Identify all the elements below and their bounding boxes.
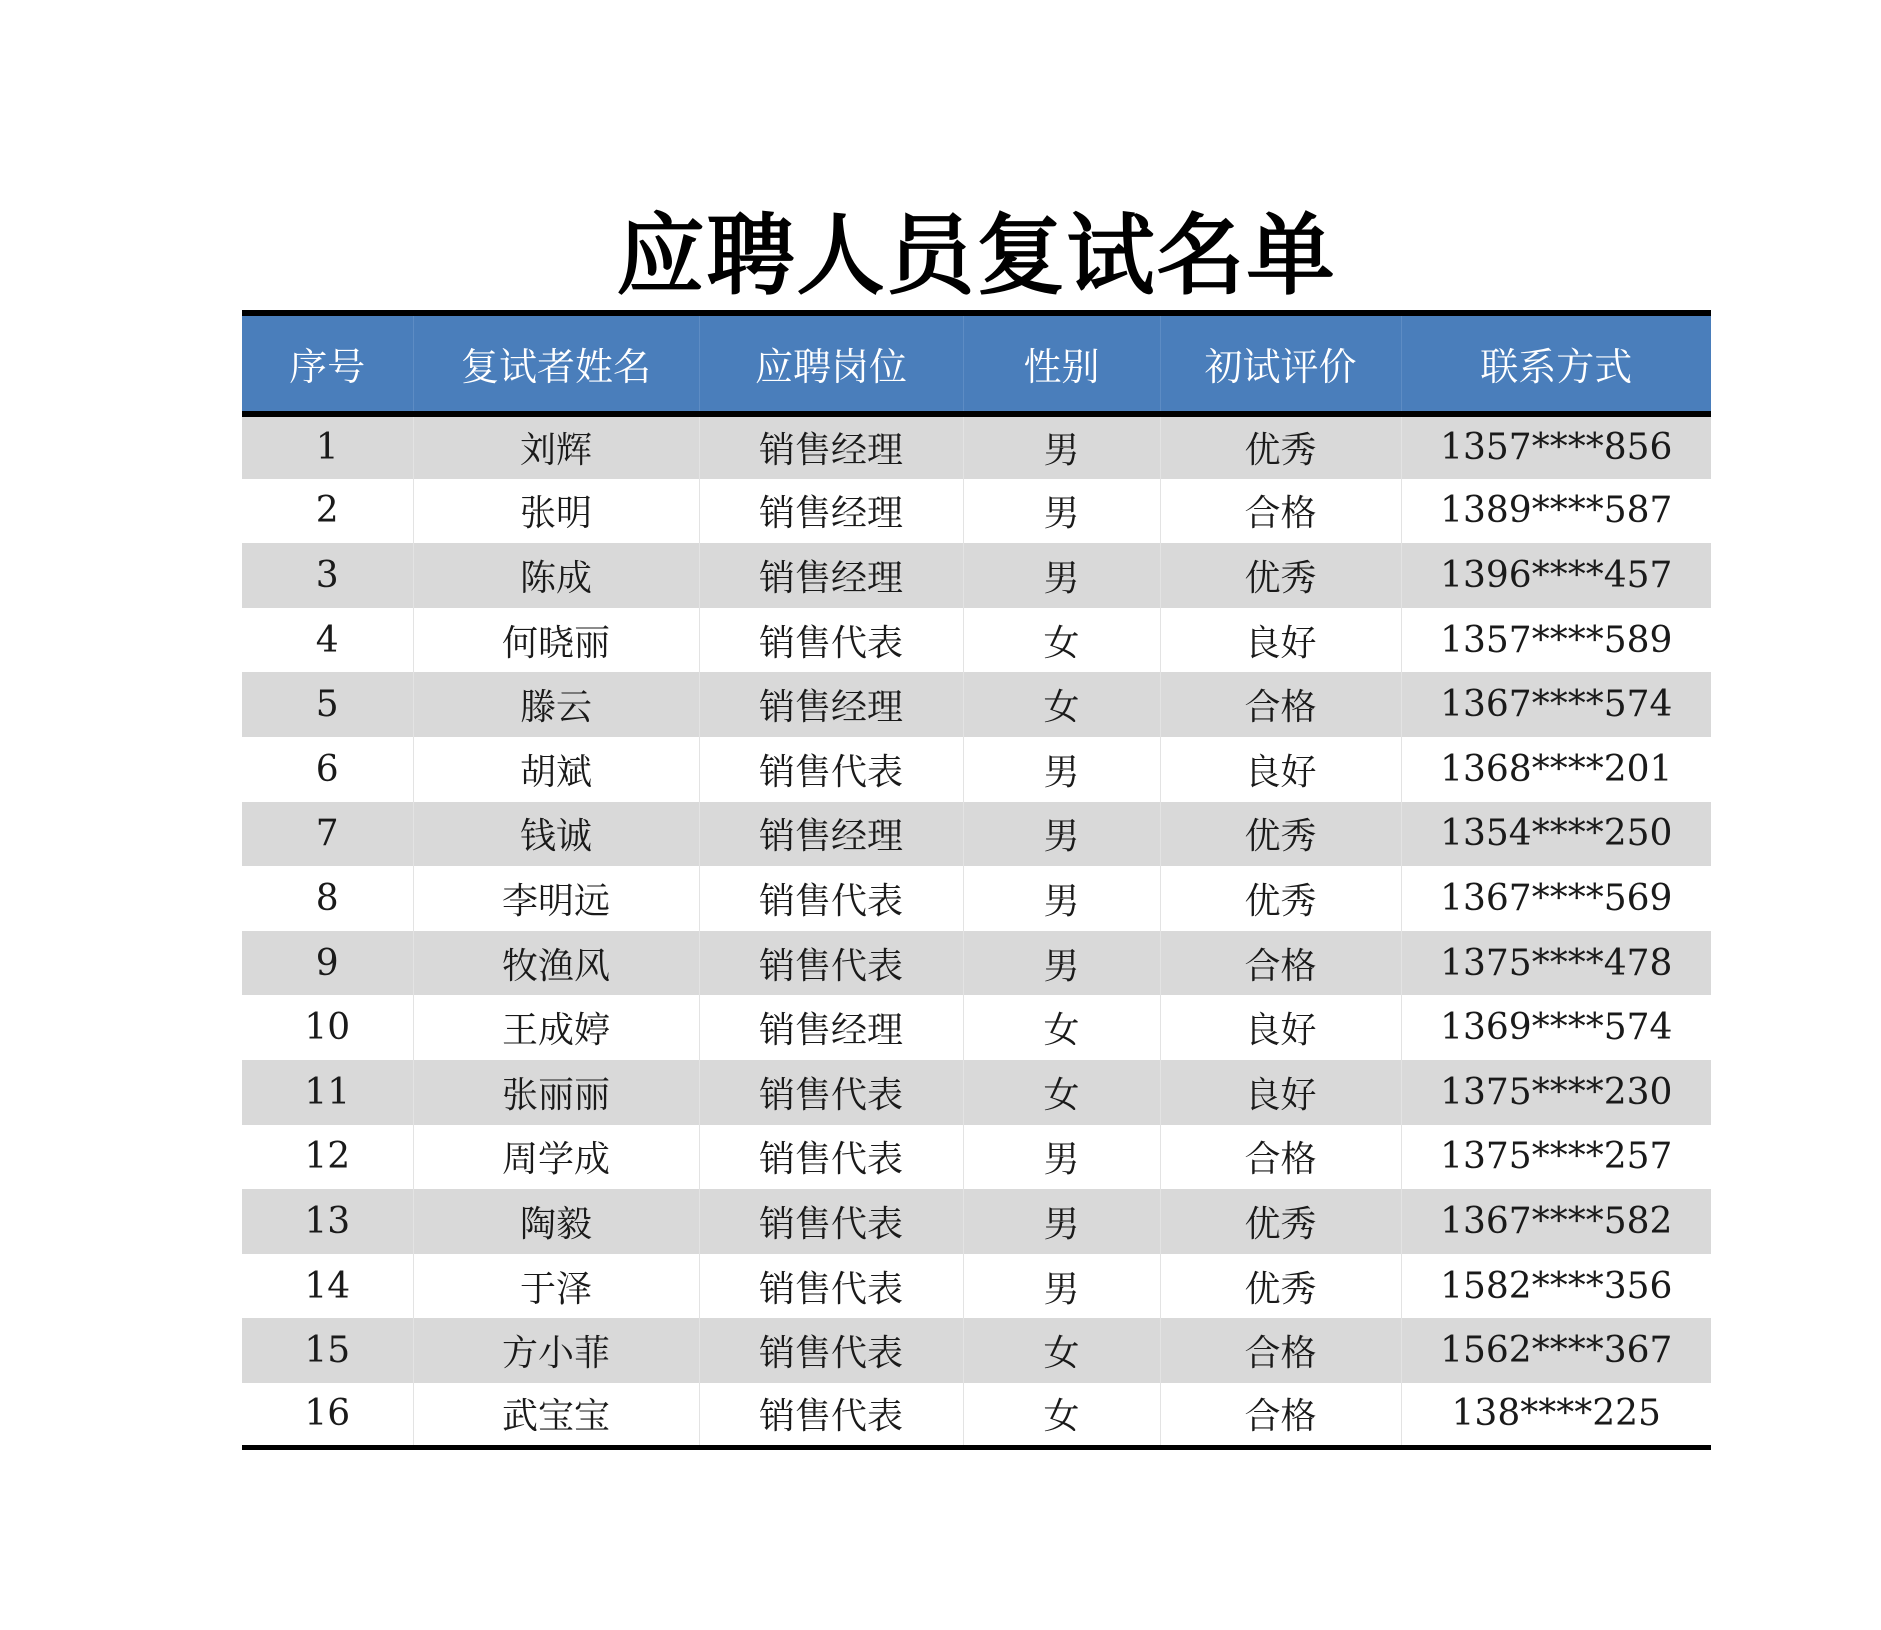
cell-evaluation: 良好 — [1160, 608, 1401, 673]
cell-position: 销售经理 — [699, 802, 963, 867]
cell-contact: 1367****574 — [1401, 672, 1711, 737]
table-row — [242, 1060, 1711, 1125]
cell-contact: 1354****250 — [1401, 802, 1711, 867]
cell-name: 方小菲 — [413, 1318, 699, 1383]
table-row — [242, 995, 1711, 1060]
cell-position: 销售代表 — [699, 608, 963, 673]
cell-gender: 女 — [963, 608, 1160, 673]
table-row — [242, 1125, 1711, 1190]
cell-contact: 1396****457 — [1401, 543, 1711, 608]
table-row — [242, 1189, 1711, 1254]
cell-gender: 男 — [963, 866, 1160, 931]
cell-name: 陈成 — [413, 543, 699, 608]
cell-index: 5 — [315, 684, 339, 726]
cell-index: 15 — [304, 1330, 351, 1372]
cell-name: 李明远 — [413, 866, 699, 931]
cell-gender: 男 — [963, 414, 1160, 479]
cell-index: 4 — [315, 619, 339, 661]
column-header-position: 应聘岗位 — [699, 313, 963, 414]
cell-gender: 女 — [963, 1060, 1160, 1125]
cell-position: 销售代表 — [699, 1254, 963, 1319]
cell-gender: 女 — [963, 995, 1160, 1060]
cell-position: 销售经理 — [699, 543, 963, 608]
cell-name: 张丽丽 — [413, 1060, 699, 1125]
cell-evaluation: 优秀 — [1160, 543, 1401, 608]
cell-evaluation: 合格 — [1160, 1318, 1401, 1383]
cell-evaluation: 良好 — [1160, 737, 1401, 802]
column-header-evaluation: 初试评价 — [1160, 313, 1401, 414]
table-row — [242, 1383, 1711, 1448]
cell-position: 销售代表 — [699, 931, 963, 996]
cell-name: 刘辉 — [413, 414, 699, 479]
cell-position: 销售代表 — [699, 1318, 963, 1383]
cell-index: 7 — [315, 813, 339, 855]
cell-contact: 1357****589 — [1401, 608, 1711, 673]
cell-position: 销售代表 — [699, 737, 963, 802]
table-row — [242, 931, 1711, 996]
column-header-name: 复试者姓名 — [413, 313, 699, 414]
cell-gender: 女 — [963, 672, 1160, 737]
table-header — [242, 313, 1711, 414]
table-row — [242, 414, 1711, 479]
cell-contact: 1582****356 — [1401, 1254, 1711, 1319]
cell-position: 销售代表 — [699, 1125, 963, 1190]
column-header-gender: 性别 — [963, 313, 1160, 414]
cell-name: 牧渔风 — [413, 931, 699, 996]
cell-index: 12 — [304, 1136, 351, 1178]
table-row — [242, 672, 1711, 737]
cell-contact: 1375****230 — [1401, 1060, 1711, 1125]
cell-name: 胡斌 — [413, 737, 699, 802]
cell-gender: 女 — [963, 1383, 1160, 1448]
cell-evaluation: 合格 — [1160, 672, 1401, 737]
cell-evaluation: 优秀 — [1160, 1254, 1401, 1319]
cell-gender: 男 — [963, 802, 1160, 867]
table-body — [242, 414, 1711, 1448]
cell-contact: 138****225 — [1401, 1383, 1711, 1448]
table-row — [242, 866, 1711, 931]
cell-name: 钱诚 — [413, 802, 699, 867]
cell-evaluation: 合格 — [1160, 1383, 1401, 1448]
cell-name: 武宝宝 — [413, 1383, 699, 1448]
cell-evaluation: 良好 — [1160, 1060, 1401, 1125]
cell-contact: 1375****478 — [1401, 931, 1711, 996]
header-row — [242, 313, 1711, 414]
cell-name: 王成婷 — [413, 995, 699, 1060]
cell-position: 销售经理 — [699, 995, 963, 1060]
cell-index: 8 — [315, 877, 339, 919]
cell-evaluation: 合格 — [1160, 931, 1401, 996]
cell-contact: 1368****201 — [1401, 737, 1711, 802]
cell-evaluation: 合格 — [1160, 479, 1401, 544]
cell-position: 销售代表 — [699, 1189, 963, 1254]
cell-position: 销售代表 — [699, 1383, 963, 1448]
candidate-table — [242, 310, 1711, 1450]
cell-contact: 1367****569 — [1401, 866, 1711, 931]
table-row — [242, 543, 1711, 608]
cell-name: 陶毅 — [413, 1189, 699, 1254]
cell-gender: 男 — [963, 1125, 1160, 1190]
cell-index: 3 — [315, 554, 339, 596]
cell-name: 周学成 — [413, 1125, 699, 1190]
cell-evaluation: 优秀 — [1160, 866, 1401, 931]
cell-name: 于泽 — [413, 1254, 699, 1319]
cell-index: 1 — [315, 427, 339, 469]
cell-contact: 1375****257 — [1401, 1125, 1711, 1190]
cell-evaluation: 优秀 — [1160, 414, 1401, 479]
cell-contact: 1357****856 — [1401, 414, 1711, 479]
cell-position: 销售代表 — [699, 866, 963, 931]
column-header-index: 序号 — [242, 313, 413, 414]
cell-position: 销售经理 — [699, 479, 963, 544]
cell-gender: 男 — [963, 1254, 1160, 1319]
cell-name: 滕云 — [413, 672, 699, 737]
table-row — [242, 479, 1711, 544]
cell-name: 何晓丽 — [413, 608, 699, 673]
table-row — [242, 608, 1711, 673]
cell-contact: 1562****367 — [1401, 1318, 1711, 1383]
cell-position: 销售经理 — [699, 414, 963, 479]
cell-contact: 1369****574 — [1401, 995, 1711, 1060]
table-row — [242, 802, 1711, 867]
cell-evaluation: 良好 — [1160, 995, 1401, 1060]
page-title: 应聘人员复试名单 — [616, 203, 1337, 307]
cell-name: 张明 — [413, 479, 699, 544]
cell-index: 6 — [315, 748, 339, 790]
table-row — [242, 737, 1711, 802]
cell-index: 16 — [242, 1383, 413, 1448]
cell-gender: 男 — [963, 1189, 1160, 1254]
cell-position: 销售经理 — [699, 672, 963, 737]
cell-gender: 男 — [963, 931, 1160, 996]
cell-gender: 男 — [963, 543, 1160, 608]
cell-position: 销售代表 — [699, 1060, 963, 1125]
cell-gender: 男 — [963, 737, 1160, 802]
cell-gender: 男 — [963, 479, 1160, 544]
cell-evaluation: 优秀 — [1160, 802, 1401, 867]
cell-evaluation: 优秀 — [1160, 1189, 1401, 1254]
cell-index: 2 — [315, 490, 339, 532]
column-header-contact: 联系方式 — [1401, 313, 1711, 414]
cell-index: 14 — [304, 1265, 351, 1307]
cell-index: 10 — [304, 1007, 351, 1049]
cell-index: 9 — [315, 942, 339, 984]
cell-contact: 1389****587 — [1401, 479, 1711, 544]
cell-evaluation: 合格 — [1160, 1125, 1401, 1190]
cell-gender: 女 — [963, 1318, 1160, 1383]
table-row — [242, 1318, 1711, 1383]
cell-index: 13 — [304, 1200, 351, 1242]
cell-contact: 1367****582 — [1401, 1189, 1711, 1254]
table-row — [242, 1254, 1711, 1319]
cell-index: 11 — [304, 1071, 351, 1113]
